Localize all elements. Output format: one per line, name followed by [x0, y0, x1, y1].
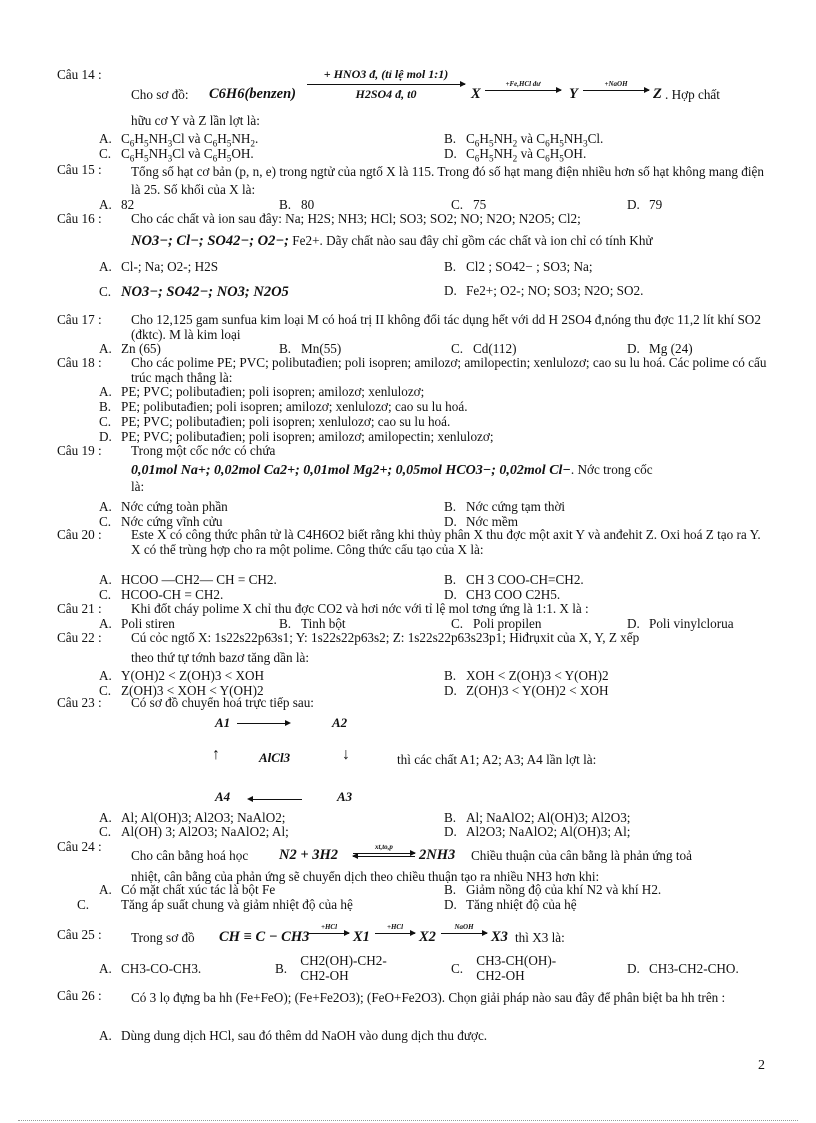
option-letter: D.	[444, 283, 457, 298]
stem-line	[131, 840, 767, 864]
option-letter: D.	[444, 146, 457, 161]
option-text: NO3−; SO42−; NO3; N2O5	[121, 284, 289, 300]
option-text: Nớc mềm	[466, 514, 519, 529]
stem-line: Cú cỏc ngtố X: 1s22s22p63s1; Y: 1s22s22p63s2; Z: 1s22s22p63s23p1; Hiđrụxit của X, Y, Z xếp	[131, 630, 640, 645]
question-number: Câu 15 :	[57, 162, 102, 177]
option-letter: C.	[451, 341, 464, 356]
option-letter: A.	[99, 882, 112, 897]
option-letter: A.	[99, 499, 112, 514]
stem-text: . Nớc trong cốc	[570, 461, 653, 477]
stem-text: Cho cân bằng hoá học	[131, 848, 249, 863]
option-c[interactable]	[99, 415, 450, 430]
option-c[interactable]: C. $C_6H_5NH_3Cl$ và $C_6H_5OH$.	[99, 146, 254, 164]
question-17	[57, 313, 767, 357]
page-number: 2	[758, 1058, 765, 1073]
option-text-line1: CH3-CH(OH)-	[476, 953, 557, 968]
question-number: Câu 20 :	[57, 527, 102, 542]
option-a[interactable]	[99, 573, 277, 588]
stem-text: thì các chất A1; A2; A3; A4 lần lợt là:	[397, 752, 597, 767]
question-25	[57, 923, 767, 988]
option-letter: D.	[99, 429, 112, 444]
question-number: Câu 14 :	[57, 67, 102, 82]
cycle-a3: A3	[337, 789, 353, 804]
option-text: Al; Al(OH)3; Al2O3; NaAlO2;	[121, 810, 286, 825]
option-text: Nớc cứng vĩnh cửu	[121, 514, 223, 529]
option-c[interactable]	[99, 825, 289, 840]
question-24	[57, 840, 767, 928]
question-20	[57, 528, 767, 603]
option-a[interactable]	[99, 260, 218, 275]
option-letter: C.	[99, 414, 112, 429]
option-d[interactable]	[444, 284, 643, 299]
option-letter: C.	[99, 146, 112, 161]
ion-list: 0,01mol Na+; 0,02mol Ca2+; 0,01mol Mg2+; 0,05mol HCO3−; 0,02mol Cl−	[131, 462, 571, 478]
question-22	[57, 631, 767, 697]
option-letter: D.	[627, 341, 640, 356]
equilibrium-arrow	[353, 844, 415, 857]
option-text: Cd(112)	[473, 341, 517, 356]
arrow-label: +NaOH	[604, 80, 628, 88]
option-text: Tăng áp suất chung và giảm nhiệt độ của hệ	[121, 897, 353, 912]
stem-line: nhiệt, cân bằng của phản ứng sẽ chuyển dịch theo chiều thuận tạo ra nhiều NH3 hơn khi:	[131, 869, 600, 884]
option-text: Dùng dung dịch HCl, sau đó thêm dd NaOH vào dung dịch thu được.	[121, 1028, 488, 1043]
cycle-a1: A1	[215, 715, 231, 730]
option-letter: B.	[444, 882, 457, 897]
reaction-arrow	[309, 924, 349, 934]
arrow-down-icon: ↓	[342, 746, 350, 763]
arrow-label: +HCl	[320, 923, 338, 931]
option-text: PE; PVC; polibutađien; poli isopren; amilozơ; amilopectin; xenlulozơ;	[121, 429, 494, 444]
stem-text: thì X3 là:	[515, 930, 565, 945]
option-text: Al; NaAlO2; Al(OH)3; Al2O3;	[466, 810, 631, 825]
question-23	[57, 695, 767, 839]
option-a[interactable]: A. $C_6H_5NH_3Cl$ và $C_6H_5NH_2$.	[99, 131, 259, 149]
option-text: Tinh bột	[301, 616, 346, 631]
stem-line	[131, 923, 767, 950]
option-a[interactable]	[99, 883, 275, 898]
question-number: Câu 17 :	[57, 312, 102, 327]
arrow-label: NaOH	[454, 923, 474, 931]
stem-line: Có sơ đồ chuyển hoá trực tiếp sau:	[131, 695, 314, 710]
question-number: Câu 22 :	[57, 630, 102, 645]
question-19	[57, 444, 767, 529]
cycle-center: AlCl3	[259, 750, 291, 765]
option-text: XOH < Z(OH)3 < Y(OH)2	[466, 668, 609, 683]
option-text: Z(OH)3 < XOH < Y(OH)2	[121, 683, 264, 698]
option-text: Poli vinylclorua	[649, 616, 734, 631]
option-text-line2: CH2-OH	[300, 967, 349, 983]
option-text: Poli stiren	[121, 616, 175, 631]
option-letter: A.	[99, 384, 112, 399]
option-letter: D.	[444, 897, 457, 912]
option-letter: A.	[99, 1028, 112, 1043]
option-text: Poli propilen	[473, 616, 542, 631]
question-stem: Tổng số hạt cơ bản (p, n, e) trong ngtử của ngtố X là 115. Trong đó số hạt mang điện nhiều hơn số hạt không mang điện là 25. Số khối của X là:	[131, 164, 765, 198]
option-letter: B.	[279, 197, 292, 212]
option-text: Nớc cứng toàn phần	[121, 499, 228, 514]
stem-line: Trong một cốc nớc có chứa	[131, 443, 276, 458]
option-letter: A.	[99, 572, 112, 587]
option-text: Giảm nồng độ của khí N2 và khí H2.	[466, 882, 662, 897]
compound-x: X	[471, 86, 481, 102]
option-text: Cl2 ; SO42− ; SO3; Na;	[466, 259, 593, 274]
option-letter: C.	[99, 514, 112, 529]
reaction-arrow	[485, 81, 561, 91]
reaction-arrow	[441, 924, 487, 934]
option-letter: A.	[99, 259, 112, 274]
option-text: Al(OH) 3; Al2O3; NaAlO2; Al;	[121, 824, 289, 839]
option-letter: A.	[99, 616, 112, 631]
stem-line: theo thứ tự tớnh bazơ tăng dần là:	[131, 649, 310, 665]
option-letter: A.	[99, 810, 112, 825]
option-text-line2: CH2-OH	[476, 967, 525, 983]
cycle-a4: A4	[215, 789, 231, 804]
option-d[interactable]: D. $C_6H_5NH_2$ và $C_6H_5OH$.	[444, 146, 587, 164]
option-b[interactable]	[99, 400, 468, 415]
option-b[interactable]	[444, 260, 593, 275]
option-text: PE; PVC; polibutađien; poli isopren; xenlulozơ; cao su lu hoá.	[121, 414, 451, 429]
option-c[interactable]	[451, 954, 556, 984]
reaction-arrow	[583, 81, 649, 91]
compound-x1: X1	[353, 929, 370, 945]
compound-y: Y	[569, 86, 578, 102]
arrow-head	[285, 720, 291, 726]
arrow-condition-top: + HNO3 đ, (tỉ lệ mol 1:1)	[323, 67, 449, 81]
option-d[interactable]	[444, 898, 577, 913]
option-d[interactable]	[627, 962, 739, 977]
option-letter: B.	[444, 499, 457, 514]
option-text: Fe2+; O2-; NO; SO3; N2O; SO2.	[466, 283, 644, 298]
option-a[interactable]	[99, 669, 264, 684]
option-letter: B.	[444, 572, 457, 587]
option-letter: B.	[279, 341, 292, 356]
option-text: Cl-; Na; O2-; H2S	[121, 259, 219, 274]
option-a[interactable]	[99, 962, 201, 977]
option-letter: D.	[444, 514, 457, 529]
option-text: Y(OH)2 < Z(OH)3 < XOH	[121, 668, 265, 683]
option-letter: D.	[444, 683, 457, 698]
stem-prefix: Cho sơ đồ:	[131, 87, 189, 102]
option-letter: C.	[99, 683, 112, 698]
option-text: 80	[301, 197, 315, 212]
option-c[interactable]	[77, 897, 369, 913]
option-text: Tăng nhiệt độ của hệ	[466, 897, 577, 912]
option-letter: C.	[77, 897, 90, 912]
question-number: Câu 23 :	[57, 695, 102, 710]
question-21	[57, 602, 767, 632]
option-letter: D.	[627, 197, 640, 212]
arrow-condition-bottom: H2SO4 đ, t0	[355, 87, 417, 102]
option-b[interactable]: B. $C_6H_5NH_2$ và $C_6H_5NH_3Cl$.	[444, 131, 604, 149]
stem-line: Cho các chất và ion sau đây: Na; H2S; NH3; HCl; SO3; SO2; NO; N2O; N2O5; Cl2;	[131, 211, 581, 226]
option-c[interactable]	[99, 284, 289, 300]
question-stem: Có 3 lọ đựng ba hh (Fe+FeO); (Fe+Fe2O3); (FeO+Fe2O3). Chọn giải pháp nào sau đây để phân biệt ba hh trên :	[131, 990, 726, 1005]
option-text: Zn (65)	[121, 341, 161, 356]
question-15	[57, 163, 767, 213]
option-text: 75	[473, 197, 487, 212]
option-letter: C.	[451, 197, 464, 212]
option-letter: A.	[99, 197, 112, 212]
option-d[interactable]	[444, 825, 630, 840]
option-text: HCOO —CH2— CH = CH2.	[121, 572, 277, 587]
question-number: Câu 18 :	[57, 355, 102, 370]
question-number: Câu 21 :	[57, 601, 102, 616]
option-text: Al2O3; NaAlO2; Al(OH)3; Al;	[466, 824, 631, 839]
reactant: CH ≡ C − CH3	[219, 929, 310, 945]
option-text: CH 3 COO-CH=CH2.	[466, 572, 584, 587]
option-letter: D.	[627, 961, 640, 976]
option-letter: D.	[627, 616, 640, 631]
option-a[interactable]	[99, 500, 228, 515]
option-text: CH3 COO C2H5.	[466, 587, 561, 602]
option-letter: A.	[99, 668, 112, 683]
option-letter: B.	[99, 399, 112, 414]
stem-suffix: . Hợp chất	[665, 87, 720, 102]
question-number: Câu 25 :	[57, 927, 102, 942]
arrow-label: +HCl	[386, 923, 404, 931]
reaction-arrow	[375, 924, 415, 934]
option-letter: B.	[275, 961, 288, 976]
option-letter: B.	[279, 616, 292, 631]
option-letter: D.	[444, 587, 457, 602]
option-text: Nớc cứng tạm thời	[466, 499, 566, 514]
question-stem: Khi đốt cháy polime X chỉ thu đợc CO2 và hơi nớc với tỉ lệ mol tơng ứng là 1:1. X là :	[131, 601, 589, 616]
question-stem: Cho các polime PE; PVC; polibutađien; poli isopren; amilozơ; amilopectin; xenlulozơ; cao su lu hoá. Các polime có cấu trúc mạch thẳng là:	[131, 355, 767, 385]
option-letter: C.	[99, 824, 112, 839]
option-letter: B.	[444, 259, 457, 274]
stem-line	[131, 463, 767, 479]
option-letter: A.	[99, 341, 112, 356]
option-letter: D.	[444, 824, 457, 839]
option-text: CH3-CO-CH3.	[121, 961, 202, 976]
option-text: 79	[649, 197, 663, 212]
stem-text: Chiều thuận của cân bằng là phản ứng toả	[471, 848, 693, 863]
option-letter: B.	[444, 668, 457, 683]
option-a[interactable]	[99, 385, 424, 400]
option-b[interactable]	[444, 883, 661, 898]
stem-text: Trong sơ đồ	[131, 930, 195, 945]
equation-left: N2 + 3H2	[279, 847, 339, 863]
equation-right: 2NH3	[419, 847, 456, 863]
question-14	[57, 68, 767, 164]
option-letter: C.	[451, 961, 464, 976]
cycle-a2: A2	[332, 715, 348, 730]
reaction-arrow	[307, 68, 465, 102]
option-a[interactable]	[99, 198, 134, 213]
option-letter: B.	[444, 131, 457, 146]
ion-list: NO3−; Cl−; SO42−; O2−;	[131, 232, 289, 249]
option-d[interactable]	[627, 198, 662, 213]
arrow-left	[252, 799, 302, 800]
option-b[interactable]	[275, 954, 387, 984]
arrow-right	[237, 723, 287, 724]
option-letter: C.	[99, 587, 112, 602]
stem-line: là:	[131, 479, 145, 495]
option-letter: C.	[99, 284, 112, 299]
option-letter: A.	[99, 961, 112, 976]
arrow-label: xt,to,p	[375, 843, 393, 851]
option-text: Mn(55)	[301, 341, 342, 356]
question-number: Câu 24 :	[57, 839, 102, 854]
stem-line: hữu cơ Y và Z lần lợt là:	[131, 113, 260, 128]
option-text: Mg (24)	[649, 341, 693, 356]
question-16	[57, 212, 767, 312]
question-stem: Cho 12,125 gam sunfua kim loại M có hoá trị II không đổi tác dụng hết với dd H 2SO4 đ,nóng thu đợc 11,2 lít khí SO2 (đktc). M là kim loại	[131, 312, 761, 342]
option-d[interactable]	[627, 617, 734, 632]
option-text: PE; PVC; polibutađien; poli isopren; amilozơ; xenlulozơ;	[121, 384, 425, 399]
option-text: HCOO-CH = CH2.	[121, 587, 224, 602]
option-text: Z(OH)3 < Y(OH)2 < XOH	[466, 683, 609, 698]
compound-x2: X2	[419, 929, 436, 945]
option-text: Có mặt chất xúc tác là bột Fe	[121, 882, 276, 897]
arrow-up-icon: ↑	[212, 746, 220, 763]
option-letter: B.	[444, 810, 457, 825]
option-a[interactable]	[99, 1029, 487, 1044]
option-text: 82	[121, 197, 135, 212]
question-18	[57, 356, 767, 448]
option-text-line1: CH2(OH)-CH2-	[300, 953, 387, 968]
option-b[interactable]	[444, 500, 565, 515]
question-stem	[131, 67, 767, 110]
question-26	[57, 989, 767, 1049]
question-number: Câu 26 :	[57, 988, 102, 1003]
option-b[interactable]	[444, 573, 584, 588]
question-number: Câu 19 :	[57, 443, 102, 458]
compound-z: Z	[653, 86, 662, 102]
option-b[interactable]	[444, 669, 609, 684]
option-text: PE; polibutađien; poli isopren; amilozơ; xenlulozơ; cao su lu hoá.	[121, 399, 468, 414]
option-letter: C.	[451, 616, 464, 631]
option-text: CH3-CH2-CHO.	[649, 961, 739, 976]
question-number: Câu 16 :	[57, 211, 102, 226]
option-letter: A.	[99, 131, 112, 146]
stem-line	[131, 233, 767, 249]
stem-text: Fe2+. Dãy chất nào sau đây chỉ gồm các chất và ion chỉ có tính Khử	[292, 232, 653, 248]
page-border	[18, 1120, 798, 1121]
arrow-label: +Fe,HCl dư	[505, 80, 541, 88]
question-stem: Este X có công thức phân tử là C4H6O2 biết rằng khi thủy phân X thu đợc một axit Y và anđehit Z. Oxi hoá Z tạo ra Y. X có thể trùng hợp cho ra một polime. Công thức cấu tạo của X là:	[131, 527, 761, 557]
reactant-benzene: C6H6(benzen)	[209, 86, 296, 102]
compound-x3: X3	[491, 929, 508, 945]
